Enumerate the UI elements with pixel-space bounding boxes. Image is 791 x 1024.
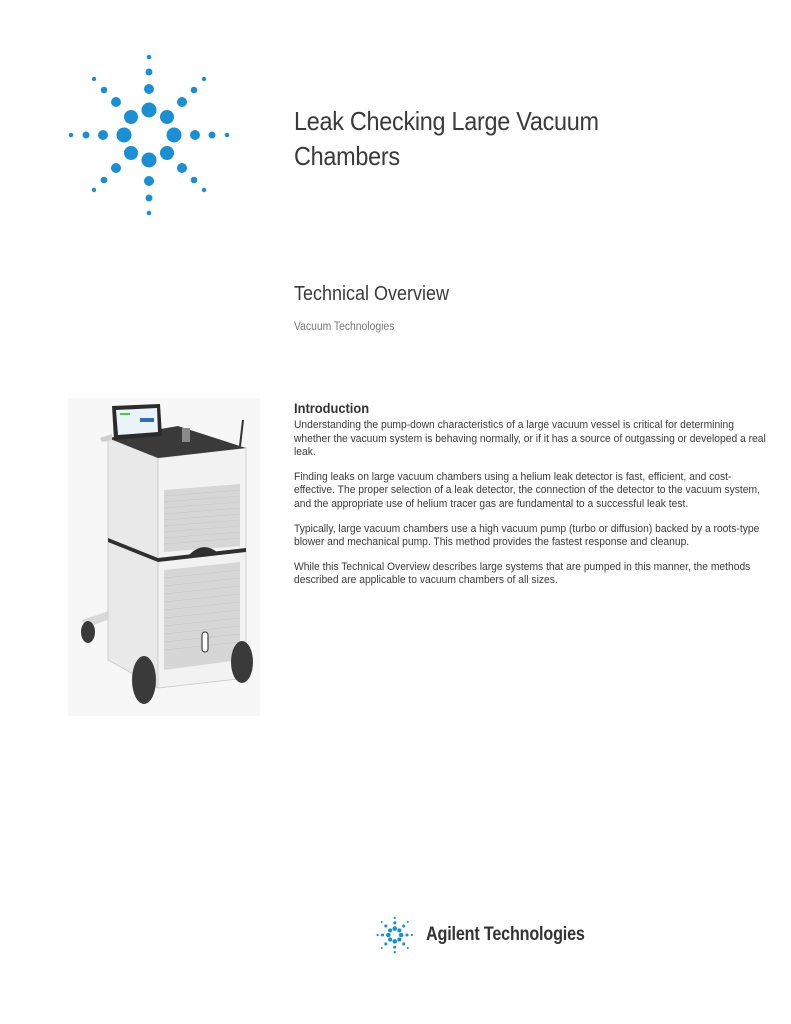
paragraph: Typically, large vacuum chambers use a high vacuum pump (turbo or diffusion) backed by a roots-type blower and mechanical pump. This method provides the fastest response and cleanup. <box>294 522 760 549</box>
title-line-1: Leak Checking Large Vacuum <box>294 106 599 136</box>
document-type: Technical Overview <box>294 283 450 305</box>
paragraph: While this Technical Overview describes large systems that are pumped in this manner, the methods described are applicable to vacuum chambers of all sizes. <box>294 560 751 587</box>
footer-brand <box>372 912 613 958</box>
division-label: Vacuum Technologies <box>294 321 395 333</box>
agilent-spark-icon <box>372 912 418 958</box>
agilent-spark-icon <box>60 50 240 220</box>
title-line-2: Chambers <box>294 141 400 171</box>
document-title <box>294 104 690 174</box>
paragraph: Understanding the pump-down characteristics of a large vacuum vessel is critical for determining whether the vacuum system is behaving normally, or if it has a source of outgassing or developed a real leak. <box>294 419 766 459</box>
introduction-section <box>294 400 772 599</box>
paragraph: Finding leaks on large vacuum chambers using a helium leak detector is fast, efficient, and cost-effective. The proper selection of a leak detector, the connection of the detector to the vacuum system, and the appropriate use of helium tracer gas are fundamental to a successful leak test. <box>294 470 760 510</box>
leak-detector-image <box>68 398 260 716</box>
brand-name: Agilent Technologies <box>426 924 585 945</box>
section-heading: Introduction <box>294 400 370 416</box>
